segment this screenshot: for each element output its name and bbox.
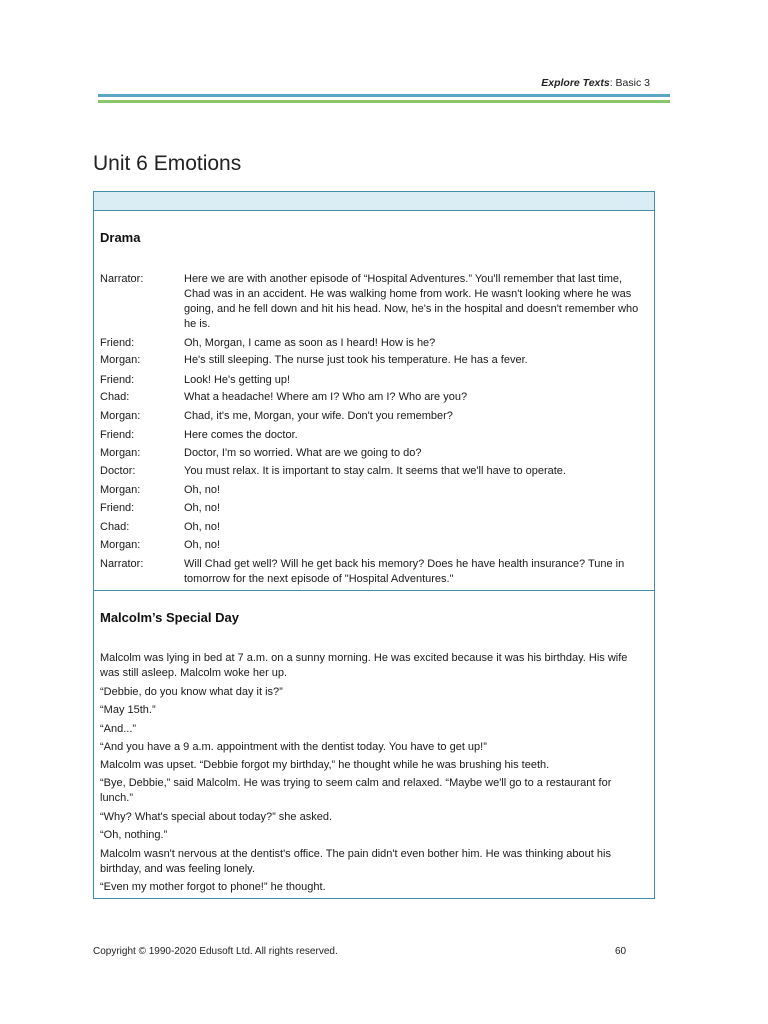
dialogue-speaker: Doctor: — [100, 465, 136, 477]
header-label — [541, 77, 650, 89]
dialogue-text: Chad, it's me, Morgan, your wife. Don't you remember? — [184, 410, 453, 422]
dialogue-text: Look! He's getting up! — [184, 374, 291, 386]
story-paragraph: “Bye, Debbie,” said Malcolm. He was trying to seem calm and relaxed. “Maybe we'll go to a restaurant for lunch.” — [100, 777, 612, 804]
story-paragraph: “Why? What's special about today?” she asked. — [100, 811, 332, 823]
story-title: Malcolm’s Special Day — [100, 610, 239, 625]
dialogue-speaker: Morgan: — [100, 354, 141, 366]
dialogue-text: Doctor, I'm so worried. What are we going to do? — [184, 447, 422, 459]
footer-page-number: 60 — [615, 946, 627, 957]
story-paragraph: “May 15th.” — [100, 704, 156, 716]
dialogue-text: Oh, no! — [184, 484, 221, 496]
dialogue-speaker: Narrator: — [100, 558, 144, 570]
story-paragraph: Malcolm was lying in bed at 7 a.m. on a sunny morning. He was excited because it was his birthday. His wife was still asleep. Malcolm woke her up. — [100, 652, 628, 679]
dialogue-text: He's still sleeping. The nurse just took his temperature. He has a fever. — [184, 354, 528, 366]
footer-copyright: Copyright © 1990-2020 Edusoft Ltd. All rights reserved. — [93, 946, 338, 957]
header-rule-blue — [98, 94, 670, 97]
unit-title: Unit 6 Emotions — [93, 152, 242, 175]
dialogue-text: Oh, no! — [184, 521, 221, 533]
dialogue-text: Here we are with another episode of “Hospital Adventures.” You'll remember that last time, Chad was in an accident. He was walking home from work. He wasn't looking where he was going, and he fell down and hit his head. Now, he's in the hospital and doesn't remember who he is. — [184, 273, 639, 330]
story-paragraph: “And...” — [100, 723, 137, 735]
section-divider — [94, 590, 654, 591]
dialogue-speaker: Morgan: — [100, 484, 141, 496]
dialogue-speaker: Narrator: — [100, 273, 144, 285]
dialogue-speaker: Chad: — [100, 521, 130, 533]
dialogue-speaker: Friend: — [100, 337, 135, 349]
dialogue-speaker: Friend: — [100, 429, 135, 441]
story-paragraph: “Even my mother forgot to phone!” he thought. — [100, 881, 326, 893]
drama-title: Drama — [100, 230, 141, 245]
dialogue-speaker: Friend: — [100, 374, 135, 386]
story-paragraph: “Oh, nothing.” — [100, 829, 168, 841]
content-box — [93, 191, 655, 899]
dialogue-text: Oh, Morgan, I came as soon as I heard! How is he? — [184, 337, 436, 349]
dialogue-text: What a headache! Where am I? Who am I? Who are you? — [184, 391, 468, 403]
dialogue-speaker: Friend: — [100, 502, 135, 514]
story-paragraph: Malcolm wasn't nervous at the dentist's office. The pain didn't even bother him. He was thinking about his birthday, and was feeling lonely. — [100, 848, 611, 875]
story-paragraph: “Debbie, do you know what day it is?” — [100, 686, 283, 698]
dialogue-text: Oh, no! — [184, 502, 221, 514]
content-box-header-band — [94, 192, 654, 211]
dialogue-speaker: Chad: — [100, 391, 130, 403]
dialogue-speaker: Morgan: — [100, 410, 141, 422]
dialogue-speaker: Morgan: — [100, 539, 141, 551]
header-label-series: Explore Texts — [541, 77, 610, 89]
story-paragraph: Malcolm was upset. “Debbie forgot my birthday,” he thought while he was brushing his teeth. — [100, 759, 550, 771]
header-label-level: : Basic 3 — [609, 77, 650, 89]
dialogue-text: Here comes the doctor. — [184, 429, 298, 441]
dialogue-speaker: Morgan: — [100, 447, 141, 459]
dialogue-text: You must relax. It is important to stay calm. It seems that we'll have to operate. — [184, 465, 566, 477]
dialogue-text: Oh, no! — [184, 539, 221, 551]
story-paragraph: “And you have a 9 a.m. appointment with the dentist today. You have to get up!” — [100, 741, 487, 753]
header-rule-green — [98, 100, 670, 103]
dialogue-text: Will Chad get well? Will he get back his memory? Does he have health insurance? Tune in tomorrow for the next episode of "Hospital Adventures." — [184, 558, 625, 585]
